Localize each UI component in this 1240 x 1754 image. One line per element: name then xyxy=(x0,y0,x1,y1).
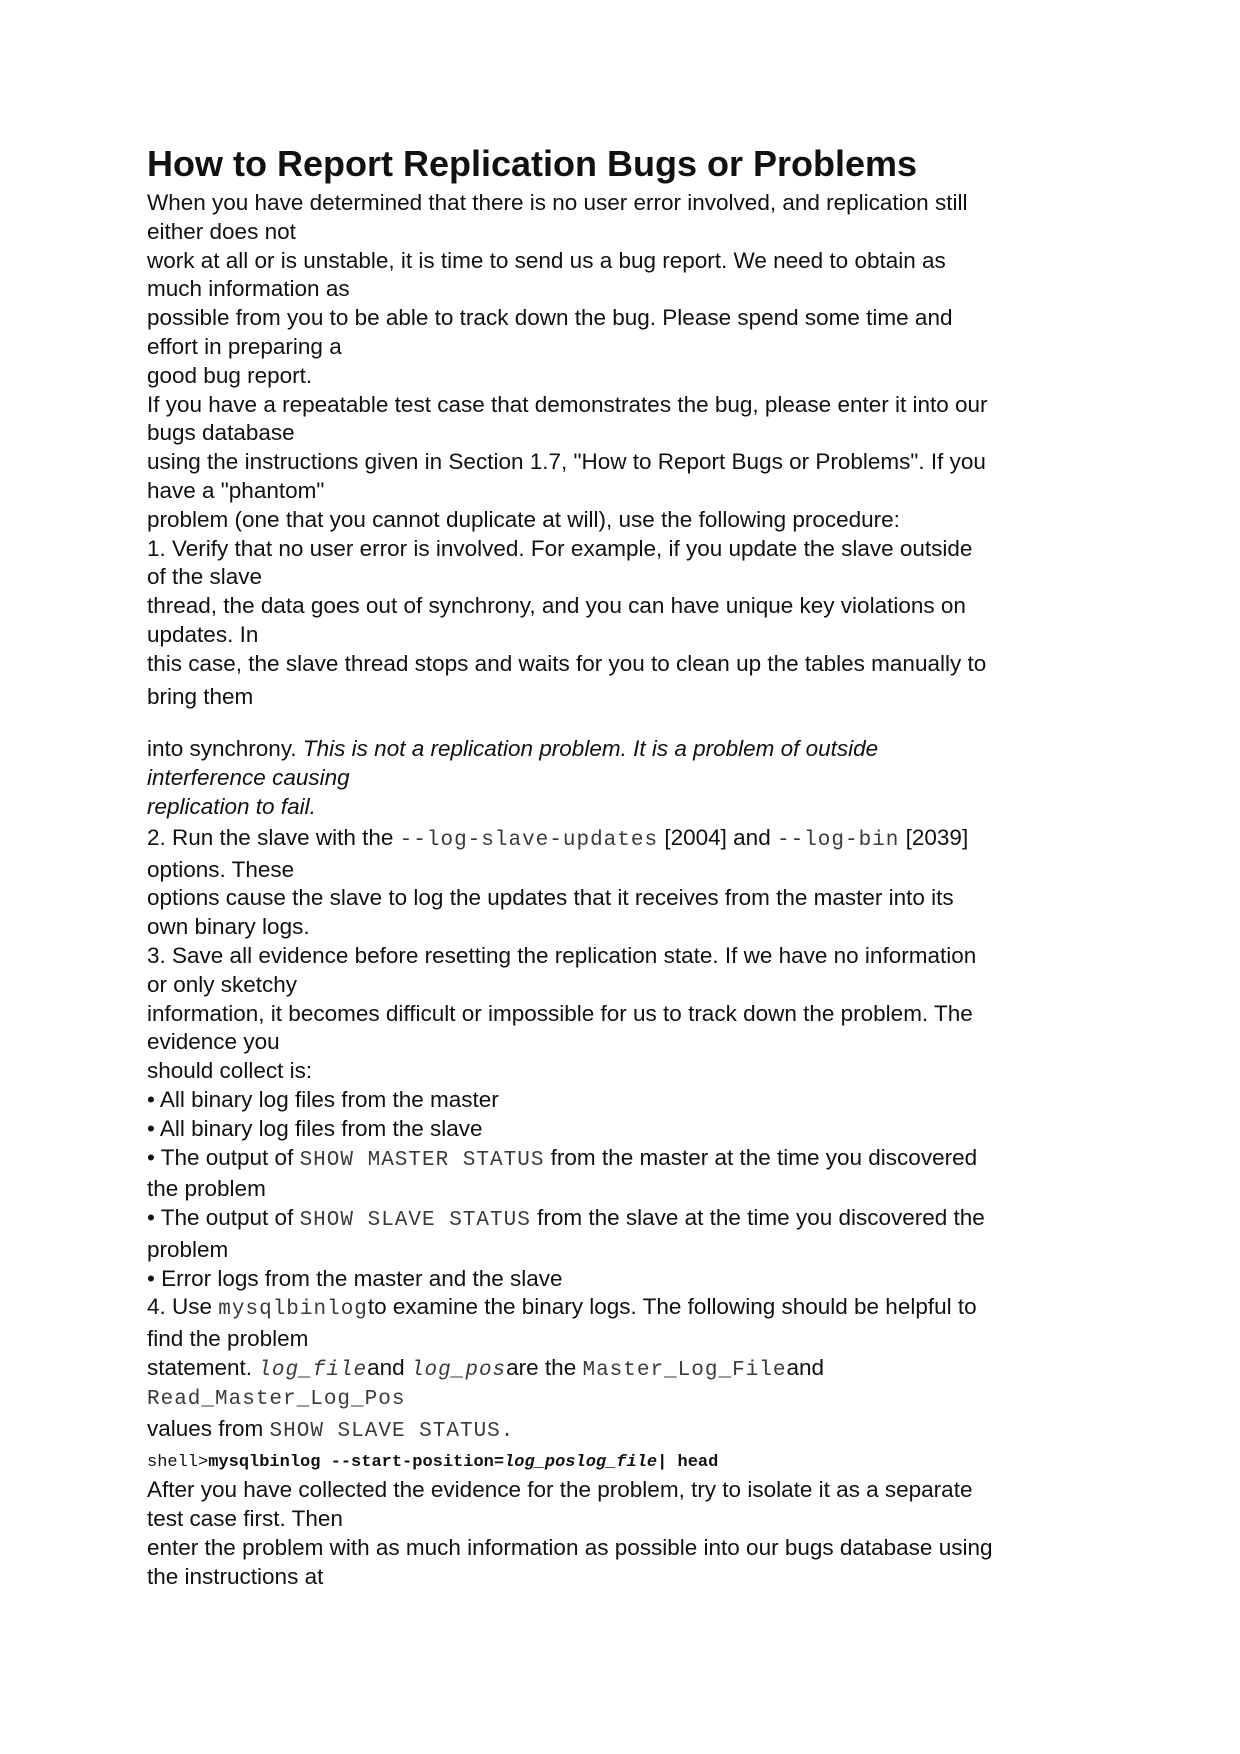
paragraph-line: problem xyxy=(147,1236,229,1262)
paragraph-line: find the problem xyxy=(147,1326,309,1352)
paragraph-line: options cause the slave to log the updates that it receives from the master into its xyxy=(147,885,954,911)
text-run: from the slave at the time you discovered the xyxy=(530,1205,985,1231)
step-1-line: 1. Verify that no user error is involved. For example, if you update the slave outside xyxy=(147,535,973,561)
paragraph-line: of the slave xyxy=(147,564,263,590)
paragraph-line: If you have a repeatable test case that demonstrates the bug, please enter it into our xyxy=(147,391,988,417)
paragraph-line xyxy=(147,1354,1107,1386)
shell-arg-log-file: log_file xyxy=(575,1453,658,1473)
shell-arg-log-pos: log_pos xyxy=(504,1453,576,1473)
paragraph-line: have a "phantom" xyxy=(147,477,325,503)
text-run: into synchrony. xyxy=(147,736,303,762)
paragraph-line: When you have determined that there is no user error involved, and replication still xyxy=(147,190,968,215)
emphasis-line: replication to fail. xyxy=(147,793,316,819)
text-run: and xyxy=(367,1355,411,1381)
text-run: are the xyxy=(506,1355,583,1381)
paragraph-line: should collect is: xyxy=(147,1058,313,1084)
text-run: • The output of xyxy=(147,1205,300,1231)
paragraph-line xyxy=(147,735,1107,764)
text-run: and xyxy=(786,1355,825,1381)
paragraph-line: the problem xyxy=(147,1176,266,1202)
paragraph-line: enter the problem with as much information as possible into our bugs database using xyxy=(147,1535,993,1561)
step-4-line xyxy=(147,1293,1107,1325)
paragraph-line: evidence you xyxy=(147,1029,280,1055)
step-2-line xyxy=(147,824,1107,856)
paragraph-line: using the instructions given in Section 1.7, "How to Report Bugs or Problems". If you xyxy=(147,449,986,475)
command-show-slave-status: SHOW SLAVE STATUS xyxy=(299,1209,531,1233)
bullet-item: • All binary log files from the master xyxy=(147,1086,499,1112)
document-page xyxy=(147,143,1107,1592)
text-run: [2004] and xyxy=(658,824,777,850)
paragraph-line: After you have collected the evidence for the problem, try to isolate it as a separate xyxy=(147,1477,973,1503)
paragraph-line: possible from you to be able to track down the bug. Please spend some time and xyxy=(147,305,953,331)
paragraph-line: information, it becomes difficult or impossible for us to track down the problem. The xyxy=(147,1000,973,1026)
paragraph-line: either does not xyxy=(147,218,296,244)
bullet-item: • All binary log files from the slave xyxy=(147,1115,483,1141)
emphasis-text: This is not a replication problem. It is a problem of outside xyxy=(302,736,879,762)
var-log-file: log_file xyxy=(258,1359,368,1383)
paragraph-line: own binary logs. xyxy=(147,914,310,940)
paragraph-line: this case, the slave thread stops and waits for you to clean up the tables manually to xyxy=(147,650,987,676)
text-run: 2. Run the slave with the xyxy=(147,824,400,850)
bullet-item xyxy=(147,1204,1107,1236)
text-run: 4. Use xyxy=(147,1294,219,1320)
field-master-log-file: Master_Log_File xyxy=(582,1359,787,1383)
paragraph-line: good bug report. xyxy=(147,362,313,388)
shell-prompt: shell> xyxy=(147,1453,209,1473)
option-log-slave-updates: --log-slave-updates xyxy=(399,828,659,852)
emphasis-line: interference causing xyxy=(147,765,350,791)
paragraph-line: thread, the data goes out of synchrony, and you can have unique key violations on xyxy=(147,593,966,619)
bullet-item: • Error logs from the master and the slave xyxy=(147,1265,563,1291)
bullet-item xyxy=(147,1144,1107,1176)
command-show-master-status: SHOW MASTER STATUS xyxy=(299,1148,545,1172)
shell-pipe-head: | head xyxy=(657,1453,719,1473)
step-3-line: 3. Save all evidence before resetting the replication state. If we have no information xyxy=(147,942,977,968)
paragraph-line: effort in preparing a xyxy=(147,333,342,359)
paragraph-line: options. These xyxy=(147,856,295,882)
paragraph-line: the instructions at xyxy=(147,1563,324,1589)
page-title: How to Report Replication Bugs or Problems xyxy=(147,143,918,184)
option-log-bin: --log-bin xyxy=(776,828,900,852)
paragraph-line: bugs database xyxy=(147,420,295,446)
text-run: • The output of xyxy=(147,1144,300,1170)
paragraph-line: test case first. Then xyxy=(147,1506,343,1532)
paragraph-line: or only sketchy xyxy=(147,971,298,997)
text-run: [2039] xyxy=(899,824,969,850)
text-run: from the master at the time you discovered xyxy=(544,1144,978,1170)
paragraph-line: much information as xyxy=(147,276,350,302)
text-run: to examine the binary logs. The following should be helpful to xyxy=(367,1294,977,1320)
paragraph-line: updates. In xyxy=(147,621,259,647)
shell-command: mysqlbinlog --start-position= xyxy=(208,1453,505,1473)
text-run: values from xyxy=(147,1415,270,1441)
text-run: statement. xyxy=(147,1355,259,1381)
page-break-gap xyxy=(147,711,1107,735)
command-mysqlbinlog: mysqlbinlog xyxy=(218,1298,368,1322)
var-log-pos: log_pos xyxy=(410,1359,507,1383)
shell-command-line xyxy=(147,1446,1107,1476)
paragraph-line: bring them xyxy=(147,683,254,709)
paragraph-line xyxy=(147,1415,1107,1447)
paragraph-line: problem (one that you cannot duplicate at will), use the following procedure: xyxy=(147,506,900,532)
field-read-master-log-pos: Read_Master_Log_Pos xyxy=(147,1387,406,1411)
paragraph-line: work at all or is unstable, it is time to send us a bug report. We need to obtain as xyxy=(147,247,946,273)
command-show-slave-status: SHOW SLAVE STATUS. xyxy=(269,1419,515,1443)
